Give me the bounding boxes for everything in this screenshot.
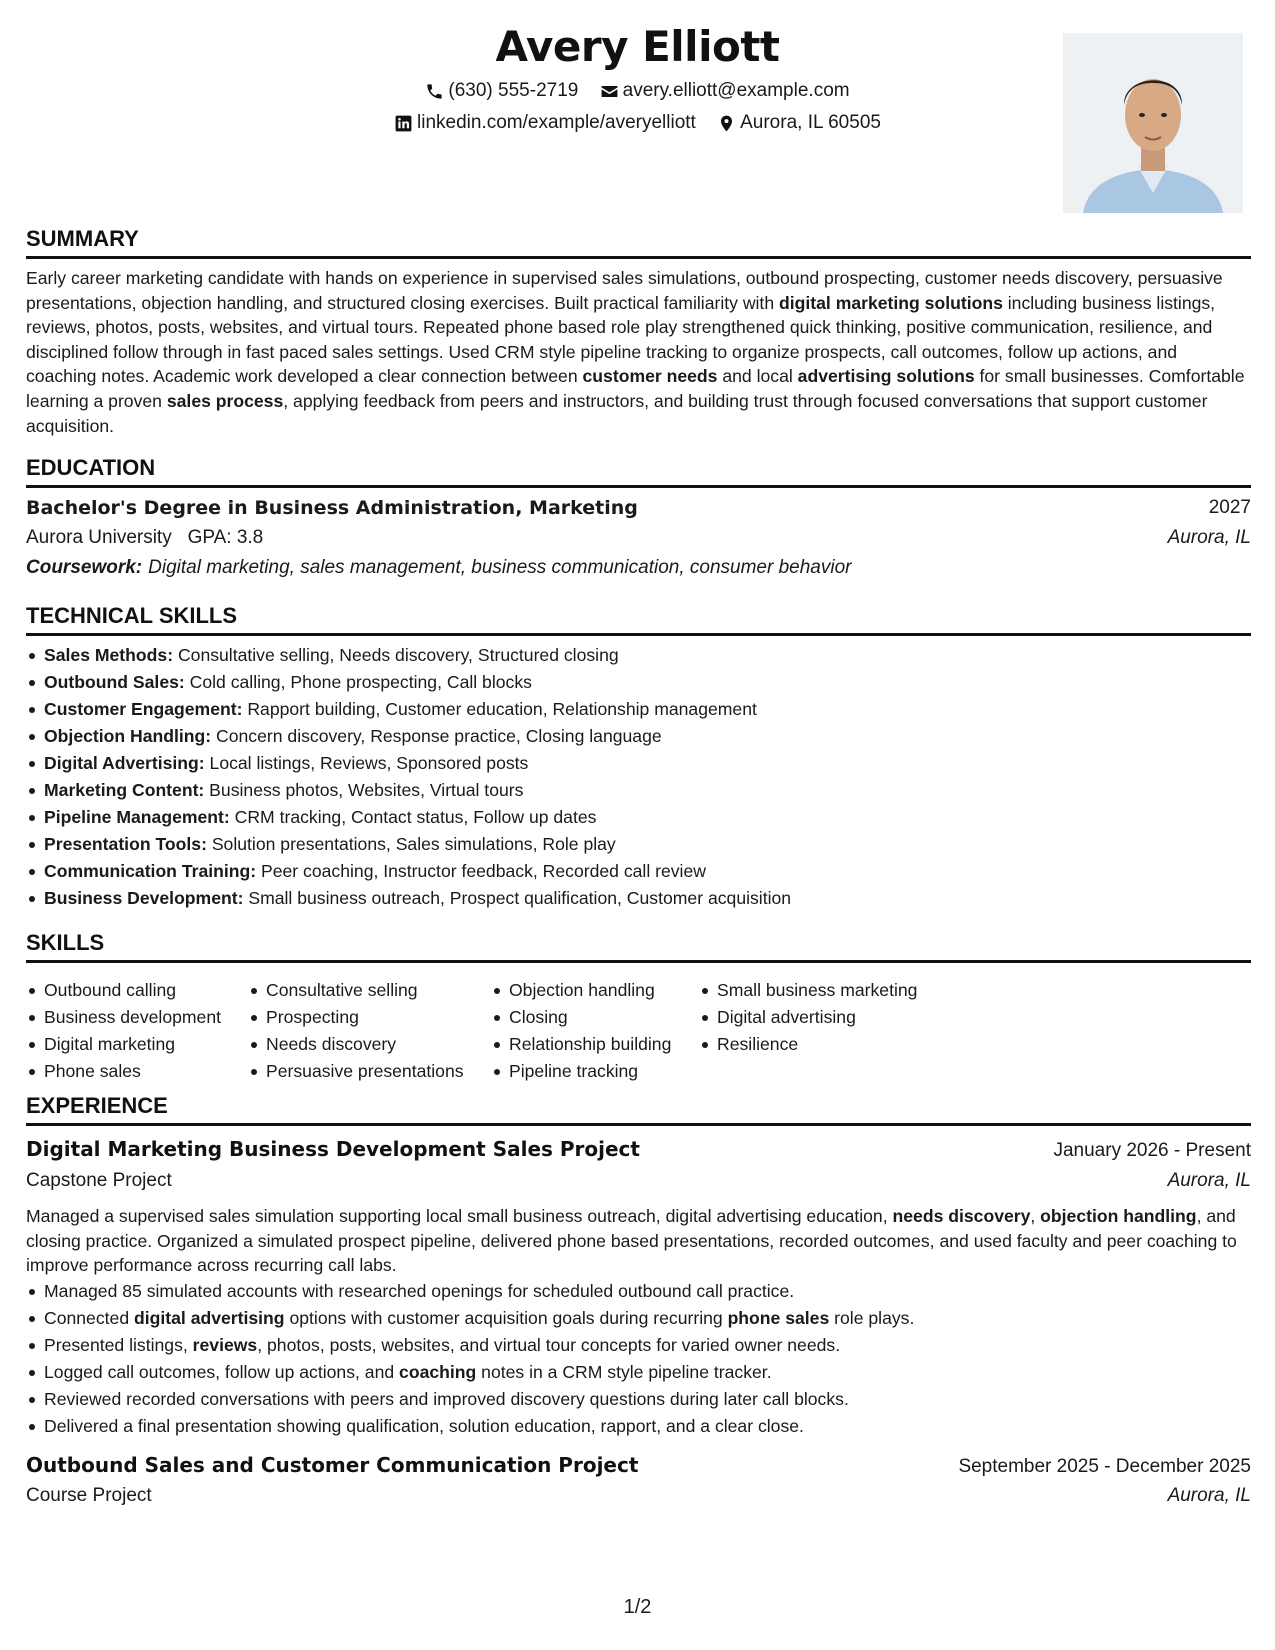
technical-skills-list (26, 642, 1251, 912)
coursework-text: Digital marketing, sales management, business communication, consumer behavior (148, 557, 852, 578)
summary-paragraph (26, 266, 1251, 438)
section-rule (26, 960, 1251, 963)
skill-values: Concern discovery, Response practice, Closing language (211, 726, 662, 746)
skill-values: Business photos, Websites, Virtual tours (204, 780, 524, 800)
bold-keyword: reviews (192, 1335, 258, 1355)
school-info (26, 527, 263, 549)
skill-values: Solution presentations, Sales simulations, Role play (206, 834, 616, 854)
job-location: Aurora, IL (1167, 1170, 1251, 1191)
skill-item: Closing (491, 1004, 671, 1031)
section-title-experience: EXPERIENCE (26, 1093, 168, 1118)
skill-item: Objection handling (491, 977, 671, 1004)
job-location: Aurora, IL (1167, 1485, 1251, 1506)
skill-item: Relationship building (491, 1031, 671, 1058)
skill-category: Communication Training: (44, 861, 257, 881)
profile-photo (1063, 33, 1243, 213)
skill-category: Marketing Content: (44, 780, 205, 800)
technical-skill-item (26, 723, 1251, 750)
text-segment: , applying feedback from peers and instructors, and building trust through focused conversations that support customer acquisition. (26, 390, 1208, 436)
skill-item: Consultative selling (248, 977, 464, 1004)
job-organization: Capstone Project (26, 1170, 172, 1191)
linkedin-text: linkedin.com/example/averyelliott (417, 112, 696, 133)
job-subheader (26, 1485, 1251, 1507)
bold-keyword: advertising solutions (797, 366, 975, 387)
job-header (26, 1137, 1251, 1162)
skill-item: Resilience (699, 1031, 917, 1058)
text-segment: including business listings, reviews, photos, posts, websites, and virtual tours. Repeated phone based role play strengthened quick thinking, positive communication, resilience, and disciplined follow through in fast paced sales settings. Used CRM style pipeline tracking to organize prospects, call outcomes, follow up actions, and coaching notes. Academic work developed a clear connection between (26, 292, 1216, 387)
section-rule (26, 256, 1251, 259)
phone-icon (425, 82, 444, 101)
technical-skill-item (26, 804, 1251, 831)
bold-keyword: digital marketing solutions (779, 292, 1003, 313)
contact-linkedin[interactable] (394, 112, 696, 134)
job-bullet (26, 1413, 1251, 1440)
skill-category: Outbound Sales: (44, 672, 185, 692)
bold-keyword: phone sales (727, 1308, 830, 1328)
text-segment: Managed 85 simulated accounts with researched openings for scheduled outbound call practice. (44, 1281, 795, 1301)
job-subheader (26, 1170, 1251, 1192)
section-title-summary: SUMMARY (26, 226, 139, 251)
candidate-name: Avery Elliott (495, 22, 780, 71)
job-bullet (26, 1332, 1251, 1359)
contact-email[interactable] (600, 80, 850, 102)
skill-item: Outbound calling (26, 977, 221, 1004)
page-number: 1/2 (623, 1596, 652, 1618)
envelope-icon (600, 82, 619, 101)
text-segment: Early career marketing candidate with hands on experience in supervised sales simulations, outbound prospecting, customer needs discovery, persuasive presentations, objection handling, and structured closing exercises. Built practical familiarity with (26, 268, 1223, 313)
graduation-year: 2027 (1208, 497, 1251, 518)
skill-category: Presentation Tools: (44, 834, 207, 854)
job-date: September 2025 - December 2025 (958, 1456, 1251, 1477)
section-rule (26, 633, 1251, 636)
skill-values: Consultative selling, Needs discovery, Structured closing (173, 645, 619, 665)
skills-column (699, 977, 917, 1058)
text-segment: Connected (44, 1308, 134, 1328)
location-text: Aurora, IL 60505 (740, 112, 881, 133)
skill-item: Small business marketing (699, 977, 917, 1004)
school-name: Aurora University (26, 527, 172, 548)
skills-column (26, 977, 221, 1085)
skills-column (248, 977, 464, 1085)
education-degree-row (26, 497, 1251, 519)
bold-keyword: sales process (166, 390, 284, 411)
text-segment: Managed a supervised sales simulation supporting local small business outreach, digital advertising education, (26, 1206, 893, 1226)
section-title-technical-skills: TECHNICAL SKILLS (26, 603, 238, 628)
skill-item: Persuasive presentations (248, 1058, 464, 1085)
text-segment: Reviewed recorded conversations with peers and improved discovery questions during later call blocks. (44, 1389, 849, 1409)
job-bullet (26, 1359, 1251, 1386)
job-header (26, 1453, 1251, 1478)
skill-category: Business Development: (44, 888, 244, 908)
contact-phone[interactable] (425, 80, 578, 102)
technical-skill-item (26, 885, 1251, 912)
section-title-education: EDUCATION (26, 455, 156, 480)
coursework-row (26, 557, 1251, 579)
technical-skill-item (26, 777, 1251, 804)
text-segment: , (1030, 1206, 1041, 1226)
skill-category: Sales Methods: (44, 645, 174, 665)
skill-values: Rapport building, Customer education, Relationship management (242, 699, 757, 719)
bold-keyword: digital advertising (134, 1308, 285, 1328)
job-title: Digital Marketing Business Development Sales Project (26, 1137, 640, 1161)
job-title: Outbound Sales and Customer Communication Project (26, 1453, 639, 1477)
skill-values: Local listings, Reviews, Sponsored posts (204, 753, 529, 773)
job-bullet (26, 1305, 1251, 1332)
school-location: Aurora, IL (1167, 527, 1251, 548)
gpa: GPA: 3.8 (187, 527, 264, 548)
section-title-skills: SKILLS (26, 930, 105, 955)
skill-item: Phone sales (26, 1058, 221, 1085)
degree-name: Bachelor's Degree in Business Administration, Marketing (26, 497, 638, 519)
skill-item: Digital advertising (699, 1004, 917, 1031)
education-school-row (26, 527, 1251, 549)
skill-item: Pipeline tracking (491, 1058, 671, 1085)
section-rule (26, 485, 1251, 488)
contact-location (717, 112, 881, 134)
text-segment: Delivered a final presentation showing qualification, solution education, rapport, and a clear close. (44, 1416, 804, 1436)
skills-column (491, 977, 671, 1085)
text-segment: role plays. (829, 1308, 915, 1328)
bold-keyword: objection handling (1040, 1206, 1197, 1226)
text-segment: , and closing practice. Organized a simulated prospect pipeline, delivered phone based presentations, recorded outcomes, and used faculty and peer coaching to improve performance across recurring call labs. (26, 1206, 1237, 1276)
text-segment: for small businesses. Comfortable learning a proven (26, 366, 1245, 411)
skill-values: Peer coaching, Instructor feedback, Recorded call review (256, 861, 706, 881)
skill-item: Business development (26, 1004, 221, 1031)
text-segment: notes in a CRM style pipeline tracker. (476, 1362, 772, 1382)
job-bullet (26, 1386, 1251, 1413)
technical-skill-item (26, 831, 1251, 858)
skill-values: Cold calling, Phone prospecting, Call blocks (184, 672, 532, 692)
text-segment: , photos, posts, websites, and virtual tour concepts for varied owner needs. (257, 1335, 841, 1355)
text-segment: and local (717, 366, 798, 387)
technical-skill-item (26, 858, 1251, 885)
technical-skill-item (26, 669, 1251, 696)
technical-skill-item (26, 642, 1251, 669)
section-rule (26, 1123, 1251, 1126)
text-segment: options with customer acquisition goals during recurring (284, 1308, 728, 1328)
job-description (26, 1204, 1251, 1278)
skill-values: Small business outreach, Prospect qualification, Customer acquisition (243, 888, 792, 908)
bold-keyword: customer needs (582, 366, 718, 387)
skill-category: Customer Engagement: (44, 699, 243, 719)
bold-keyword: needs discovery (892, 1206, 1031, 1226)
bold-keyword: coaching (399, 1362, 477, 1382)
job-date: January 2026 - Present (1053, 1140, 1251, 1161)
skill-category: Objection Handling: (44, 726, 212, 746)
skill-item: Digital marketing (26, 1031, 221, 1058)
coursework-label: Coursework: (26, 557, 143, 578)
job-bullet (26, 1278, 1251, 1305)
skill-category: Pipeline Management: (44, 807, 230, 827)
email-text: avery.elliott@example.com (622, 80, 850, 101)
skill-category: Digital Advertising: (44, 753, 205, 773)
technical-skill-item (26, 750, 1251, 777)
job-bullet-list (26, 1278, 1251, 1440)
skill-item: Prospecting (248, 1004, 464, 1031)
text-segment: Presented listings, (44, 1335, 193, 1355)
phone-text: (630) 555-2719 (448, 80, 579, 101)
job-organization: Course Project (26, 1485, 152, 1506)
text-segment: Logged call outcomes, follow up actions, and (44, 1362, 400, 1382)
map-pin-icon (717, 114, 736, 133)
skill-values: CRM tracking, Contact status, Follow up dates (229, 807, 597, 827)
linkedin-icon (394, 114, 413, 133)
skill-item: Needs discovery (248, 1031, 464, 1058)
technical-skill-item (26, 696, 1251, 723)
